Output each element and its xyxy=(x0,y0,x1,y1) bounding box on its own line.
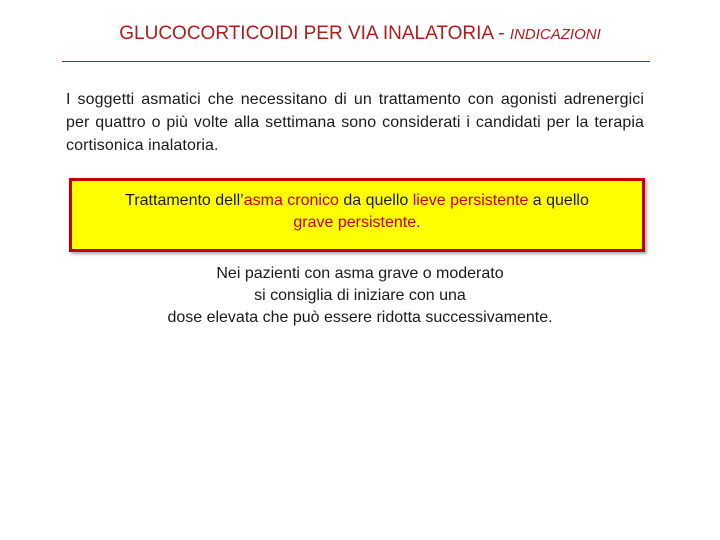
highlight-asma-cronico: asma cronico xyxy=(243,192,339,209)
note-line: si consiglia di iniziare con una xyxy=(254,287,466,304)
note-line: dose elevata che può essere ridotta successivamente. xyxy=(167,309,553,326)
highlight-text-2: da quello xyxy=(338,192,413,209)
highlight-text-1: Trattamento dell’ xyxy=(125,192,244,209)
highlight-grave-persistente: grave persistente xyxy=(293,214,417,231)
highlight-text-4: . xyxy=(416,214,421,231)
note-line: Nei pazienti con asma grave o moderato xyxy=(216,265,504,282)
slide-title-main: GLUCOCORTICOIDI PER VIA INALATORIA - xyxy=(119,23,510,44)
intro-paragraph: I soggetti asmatici che necessitano di un trattamento con agonisti adrenergici per quattro o più volte alla settimana sono considerati i candidati per la terapia cortisonica inalatoria. xyxy=(66,91,644,154)
highlight-lieve-persistente: lieve persistente xyxy=(412,192,529,209)
highlight-box xyxy=(69,178,645,252)
recommendation-note xyxy=(80,263,640,329)
slide-title xyxy=(60,22,660,47)
highlight-text-3: a quello xyxy=(528,192,589,209)
title-divider xyxy=(62,61,650,62)
slide-title-subtitle: INDICAZIONI xyxy=(509,26,601,43)
